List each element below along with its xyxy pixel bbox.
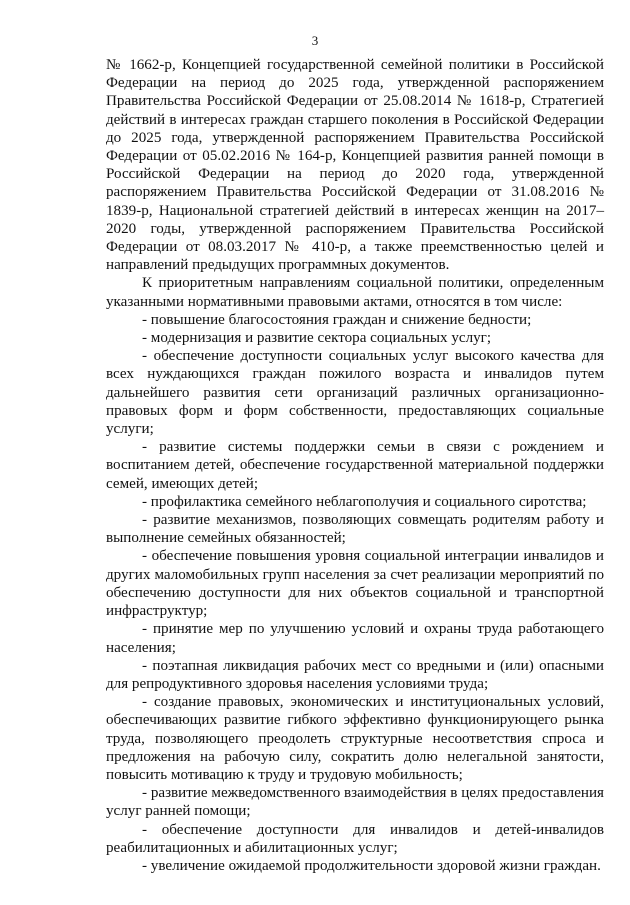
- priority-item: - развитие межведомственного взаимодействия в целях предоставления услуг ранней помощи;: [106, 785, 604, 820]
- priority-item: - поэтапная ликвидация рабочих мест со вредными и (или) опасными для репродуктивного здоровья населения условиями труда;: [106, 657, 604, 692]
- priority-item: - развитие механизмов, позволяющих совмещать родителям работу и выполнение семейных обязанностей;: [106, 512, 604, 547]
- priority-item: - развитие системы поддержки семьи в связи с рождением и воспитанием детей, обеспечение государственной материальной поддержки семей, имеющих детей;: [106, 439, 604, 492]
- priority-item: - создание правовых, экономических и институциональных условий, обеспечивающих развитие гибкого эффективно функционирующего рынка труда, позволяющего преодолеть структурные несоответствия спроса и предложения на рабочую силу, сократить долю нелегальной занятости, повысить мотивацию к труду и трудовую мобильность;: [106, 694, 604, 783]
- page-number: 3: [311, 33, 319, 48]
- priorities-lead-paragraph: К приоритетным направлениям социальной политики, определенным указанными нормативными правовыми актами, относятся в том числе:: [106, 275, 604, 310]
- priority-item: - обеспечение доступности социальных услуг высокого качества для всех нуждающихся граждан пожилого возраста и инвалидов путем дальнейшего развития сети организаций различных организационно-правовых форм и форм собственности, предоставляющих социальные услуги;: [106, 348, 604, 438]
- priority-item: - увеличение ожидаемой продолжительности здоровой жизни граждан.: [142, 857, 601, 874]
- priority-item: - модернизация и развитие сектора социальных услуг;: [142, 330, 492, 347]
- priority-item: - профилактика семейного неблагополучия и социального сиротства;: [142, 493, 587, 510]
- document-body: [106, 56, 604, 875]
- priority-item: - принятие мер по улучшению условий и охраны труда работающего населения;: [106, 621, 604, 656]
- priority-item: - обеспечение доступности для инвалидов и детей-инвалидов реабилитационных и абилитационных услуг;: [106, 821, 604, 856]
- priority-item: - обеспечение повышения уровня социальной интеграции инвалидов и других маломобильных групп населения за счет реализации мероприятий по обеспечению доступности для них объектов социальной и транспортной инфраструктур;: [106, 548, 604, 620]
- intro-paragraph: № 1662-р, Концепцией государственной семейной политики в Российской Федерации на период до 2025 года, утвержденной распоряжением Правительства Российской Федерации от 25.08.2014 № 1618-р, Стратегией действий в интересах граждан старшего поколения в Российской Федерации до 2025 года, утвержденной распоряжением Правительства Российской Федерации от 05.02.2016 № 164-р, Концепцией развития ранней помощи в Российской Федерации на период до 2020 года, утвержденной распоряжением Правительства Российской Федерации от 31.08.2016 № 1839-р, Национальной стратегией действий в интересах женщин на 2017–2020 годы, утвержденной распоряжением Правительства Российской Федерации от 08.03.2017 № 410-р, а также преемственностью целей и направлений предыдущих программных документов.: [106, 57, 604, 274]
- priority-item: - повышение благосостояния граждан и снижение бедности;: [142, 311, 532, 328]
